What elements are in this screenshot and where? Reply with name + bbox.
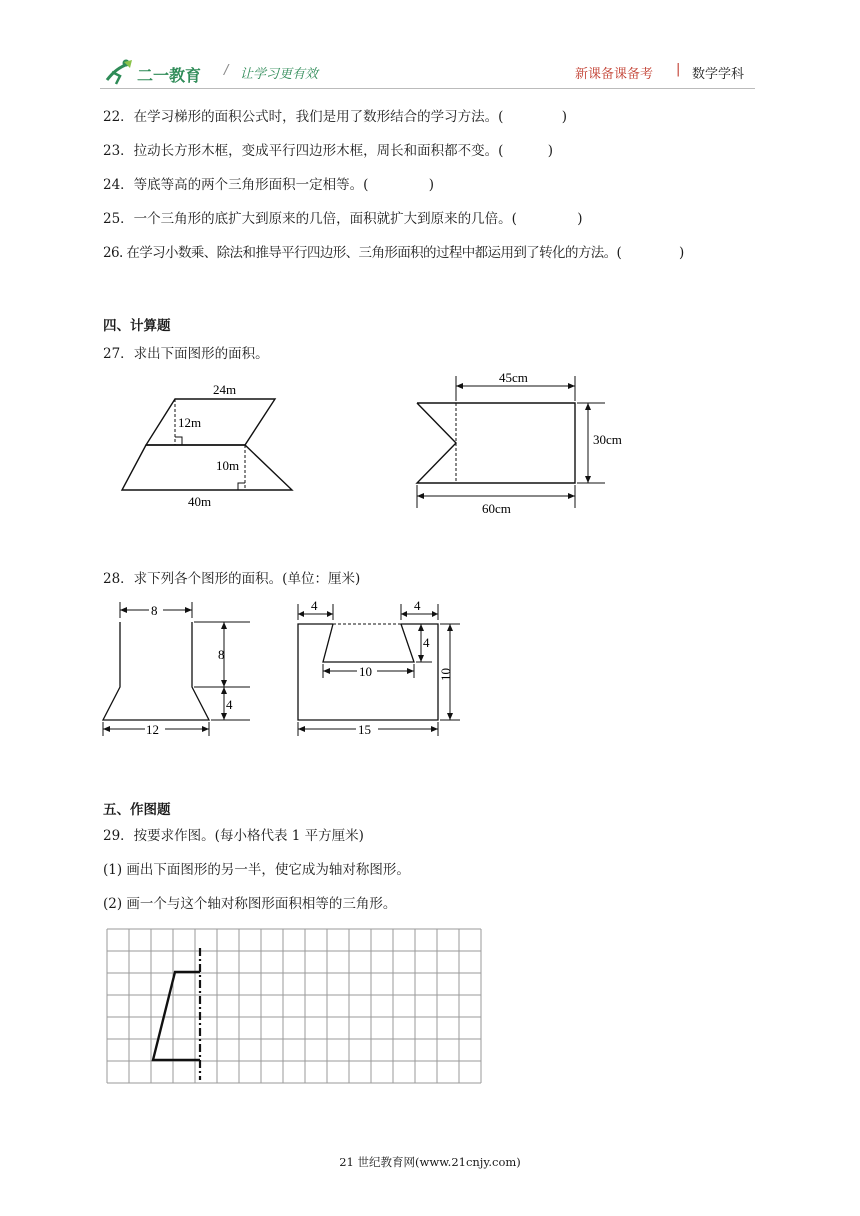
drawing-grid[interactable] xyxy=(106,928,483,1086)
question-text: 22．在学习梯形的面积公式时，我们是用了数形结合的学习方法。( xyxy=(103,109,504,125)
answer-blank[interactable]: ) xyxy=(678,245,684,261)
question-text: 23．拉动长方形木框，变成平行四边形木框，周长和面积都不变。( xyxy=(103,143,504,159)
header xyxy=(0,0,860,95)
answer-blank[interactable]: ) xyxy=(547,143,554,159)
label-mid: 10 xyxy=(359,664,372,679)
label-bottom: 15 xyxy=(358,722,371,737)
section-4-title: 四、计算题 xyxy=(103,318,171,334)
answer-blank[interactable]: ) xyxy=(577,211,583,227)
label-height: 10 xyxy=(438,668,453,681)
label-depth: 4 xyxy=(423,635,430,650)
answer-blank[interactable]: ) xyxy=(561,109,568,125)
label-h1: 8 xyxy=(218,647,225,662)
figure-28a xyxy=(95,598,260,743)
answer-blank[interactable]: ) xyxy=(428,177,435,193)
half-trapezoid xyxy=(153,972,200,1060)
label-top: 8 xyxy=(151,603,158,618)
section-5-title: 五、作图题 xyxy=(103,802,171,818)
label-right: 30cm xyxy=(593,432,622,447)
label-h1: 12m xyxy=(178,415,202,430)
label-bottom: 60cm xyxy=(482,501,511,516)
figure-27a xyxy=(110,375,305,515)
label-top: 45cm xyxy=(499,370,528,385)
footer: 21 世纪教育网(www.21cnjy.com) xyxy=(339,1155,521,1169)
question-22 xyxy=(103,105,567,125)
question-26 xyxy=(103,241,684,261)
label-h2: 10m xyxy=(216,458,240,473)
figure-27b xyxy=(405,368,645,518)
question-text: 24．等底等高的两个三角形面积一定相等。( xyxy=(103,177,369,193)
question-text: 26. 在学习小数乘、除法和推导平行四边形、三角形面积的过程中都运用到了转化的方法。( xyxy=(103,245,622,261)
question-28: 28．求下列各个图形的面积。(单位：厘米) xyxy=(103,571,361,587)
label-bottom: 12 xyxy=(146,722,159,737)
header-subject: 数学学科 xyxy=(692,67,745,82)
label-h2: 4 xyxy=(226,697,233,712)
question-23 xyxy=(103,139,553,159)
slogan-separator: / xyxy=(224,63,229,78)
question-text: 25．一个三角形的底扩大到原来的几倍，面积就扩大到原来的几倍。( xyxy=(103,211,517,227)
label-bottom: 40m xyxy=(188,494,212,509)
label-right: 4 xyxy=(414,598,421,613)
question-24 xyxy=(103,173,434,193)
header-rule xyxy=(100,88,755,89)
question-29-part-1: (1) 画出下面图形的另一半，使它成为轴对称图形。 xyxy=(103,862,410,878)
header-separator: | xyxy=(676,62,681,77)
label-top: 24m xyxy=(213,382,237,397)
question-29: 29．按要求作图。(每小格代表 1 平方厘米) xyxy=(103,828,364,844)
question-25 xyxy=(103,207,583,227)
logo-text: 二一教育 xyxy=(137,66,202,85)
figure-28b xyxy=(290,598,475,743)
question-29-part-2: (2) 画一个与这个轴对称图形面积相等的三角形。 xyxy=(103,896,397,912)
slogan: 让学习更有效 xyxy=(240,67,319,82)
logo-icon xyxy=(104,58,134,86)
header-right-label: 新课备课备考 xyxy=(575,67,654,82)
label-left: 4 xyxy=(311,598,318,613)
question-27: 27．求出下面图形的面积。 xyxy=(103,346,269,362)
